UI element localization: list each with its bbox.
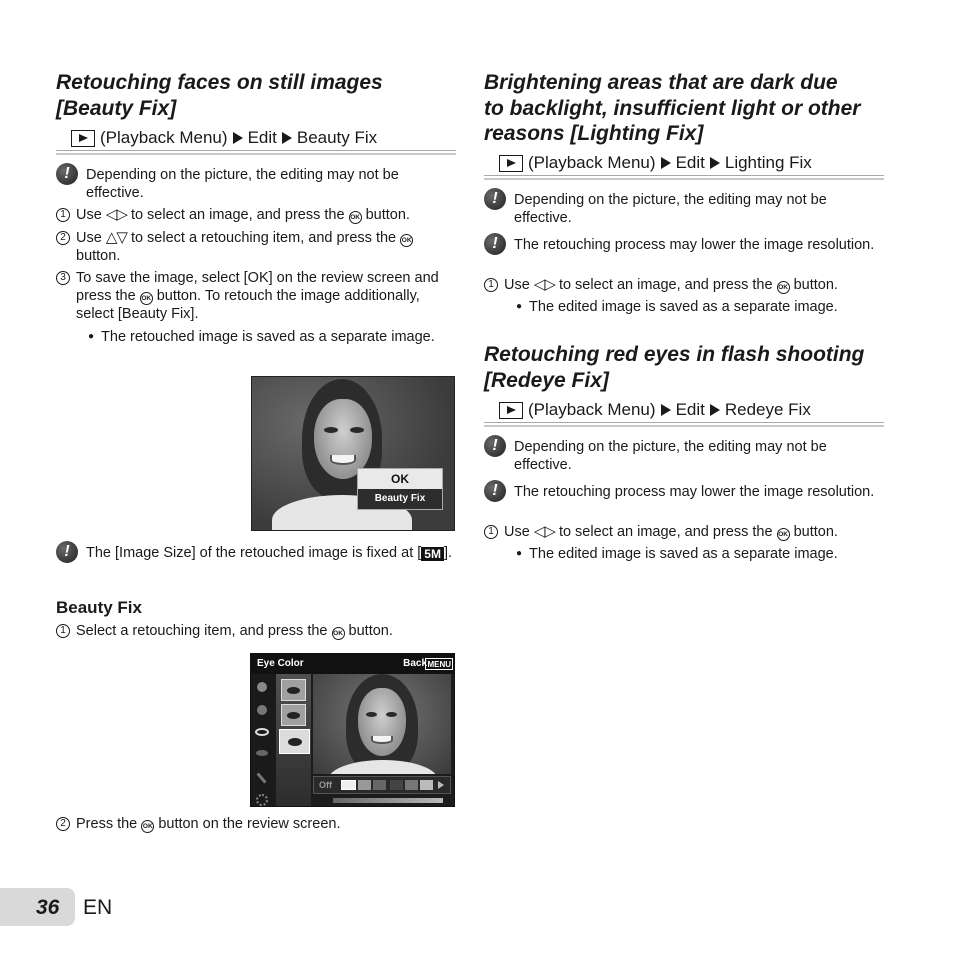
step-text-c: button. [348,623,393,639]
step-number: 1 [56,624,70,638]
step-number: 2 [56,231,70,245]
arrow-right-icon [282,132,292,144]
step-text-c: button. [793,524,838,540]
menu-playback-label: (Playback Menu) [528,400,656,419]
playback-icon [499,155,523,172]
divider [484,175,884,180]
note-text: Depending on the picture, the editing may not be effective. [86,167,399,201]
note-text: The [Image Size] of the retouched image is fixed at [ 5M ]. [86,545,453,561]
step-text-b: to select a retouching item, and press the [130,230,397,246]
step-text-c: button. [793,277,838,293]
retouch-overlay-menu [357,468,443,510]
step-1 [56,206,456,224]
step-text-a: Use [504,277,530,293]
slider-off-label: Off [319,780,332,790]
caution-note [484,438,884,474]
title-line: Brightening areas that are dark due [484,71,838,94]
title-line: Retouching faces on still images [56,71,383,94]
bullet-item [56,328,456,346]
menu-edit-label: Edit [675,153,705,172]
step-text-a: Select a retouching item, and press the [76,623,328,639]
menu-item-label: Beauty Fix [296,128,378,147]
title-line: [Redeye Fix] [484,368,609,392]
slider-right-arrow-icon[interactable] [438,781,444,789]
page-number: 36 [36,896,60,919]
bullet-text: ● The edited image is saved as a separate image. [529,546,838,562]
menu-edit-label: Edit [247,128,277,147]
language-label: EN [83,896,113,919]
eye-color-screen [250,653,455,807]
ok-button-icon: OK [140,292,153,305]
step-number: 1 [484,278,498,292]
brush-icon[interactable] [256,772,266,783]
eye-icon[interactable] [255,728,269,736]
caution-note [484,191,884,227]
ok-button-icon: OK [400,234,413,247]
arrow-right-icon [233,132,243,144]
bullet-text: ● The retouched image is saved as a separate image. [101,329,435,345]
step-text-a: Use [76,207,102,223]
ok-button-icon: OK [777,528,790,541]
menu-item-label: Redeye Fix [724,400,811,419]
arrow-right-icon [710,404,720,416]
title-line: Retouching red eyes in flash shooting [484,343,865,366]
slider-segment [373,780,386,790]
step-text [76,622,393,640]
caution-icon: ! [484,233,506,255]
menu-path-beauty-fix [56,128,456,155]
left-right-arrow-icon: ◁▷ [105,206,127,223]
step-text-b: to select an image, and press the [130,207,345,223]
step-3 [56,269,456,323]
overlay-ok-option[interactable]: OK [358,469,442,489]
step-number: 1 [484,525,498,539]
face-icon[interactable] [257,705,267,715]
eye-option-3-selected[interactable] [279,729,310,754]
menu-playback-label: (Playback Menu) [100,128,228,147]
step-text [504,523,838,541]
note-text: The retouching process may lower the image resolution. [514,237,875,253]
caution-note [484,483,884,502]
step-text-c: button. To retouch the image additionally, select [Beauty Fix]. [76,288,420,322]
step-text-b: to select an image, and press the [558,277,773,293]
screen-label: Eye Color [257,658,304,669]
step-number: 3 [56,271,70,285]
ok-button-icon: OK [349,211,362,224]
step-2 [56,229,456,265]
ok-button-icon: OK [332,627,345,640]
caution-icon: ! [56,163,78,185]
screen-back[interactable]: Back [403,658,427,669]
slider-segment [358,780,371,790]
playback-icon [71,130,95,147]
screen-header [251,654,455,674]
step-text-a: Use [76,230,102,246]
note-text: Depending on the picture, the editing may not be effective. [514,439,827,473]
step-number: 1 [56,208,70,222]
caution-icon: ! [484,435,506,457]
left-right-arrow-icon: ◁▷ [533,523,555,540]
note-text-a: The [Image Size] of the retouched image is fixed at [86,545,414,561]
ok-button-icon: OK [777,281,790,294]
retouch-item-list [251,674,275,807]
caution-icon: ! [56,541,78,563]
slider-segment [420,780,433,790]
beauty-fix-preview-image [251,376,455,531]
step-text-c: button. [365,207,410,223]
step-text-a: Press the [76,816,138,832]
step-text-a: To save the image, select [OK] on the review screen and press the [76,270,439,304]
caution-note [56,544,456,563]
slider-segment [341,780,356,790]
slider-segment [405,780,418,790]
slider-scale [333,798,443,803]
bullet-item [484,545,884,563]
menu-item-label: Lighting Fix [724,153,812,172]
step-number: 2 [56,817,70,831]
arrow-right-icon [661,157,671,169]
eye-option-column [276,674,311,807]
image-size-5m-icon: 5M [421,547,444,561]
lighting-step-1 [484,276,884,294]
step-text-a: Use [504,524,530,540]
divider [56,150,456,155]
title-line: reasons [Lighting Fix] [484,122,704,145]
slider-segment [390,780,403,790]
menu-button-icon: MENU [427,660,451,669]
playback-icon [499,402,523,419]
section-title-redeye-fix [484,342,884,393]
sub-step-1 [56,622,456,640]
step-text-c: button on the review screen. [158,816,341,832]
sub-step-2 [56,815,456,833]
arrow-right-icon [710,157,720,169]
section-title-beauty-fix [56,70,456,121]
step-text-c: button. [76,248,121,264]
bullet-text: ● The edited image is saved as a separate image. [529,299,838,315]
skin-icon[interactable] [257,682,267,692]
bullet-item [484,298,884,316]
menu-playback-label: (Playback Menu) [528,153,656,172]
ok-button-icon: OK [141,820,154,833]
caution-icon: ! [484,480,506,502]
eye-option-2[interactable] [281,704,306,726]
step-text [76,229,456,265]
note-text: Depending on the picture, the editing may not be effective. [514,192,827,226]
step-text-b: to select an image, and press the [558,524,773,540]
eye-color-slider[interactable] [313,776,451,794]
title-line: to backlight, insufficient light or other [484,96,861,120]
step-text [504,276,838,294]
arrow-right-icon [661,404,671,416]
menu-path-lighting-fix [484,153,884,180]
lips-icon[interactable] [256,750,268,756]
sparkle-icon[interactable] [256,794,268,806]
overlay-beauty-fix-option[interactable]: Beauty Fix [374,493,426,504]
left-right-arrow-icon: ◁▷ [533,276,555,293]
menu-edit-label: Edit [675,400,705,419]
step-text [76,269,456,323]
caution-note [56,166,456,202]
section-title-lighting-fix [484,70,884,147]
redeye-step-1 [484,523,884,541]
step-text [76,206,410,224]
eye-option-1[interactable] [281,679,306,701]
divider [484,422,884,427]
up-down-arrow-icon: △▽ [105,229,127,246]
caution-note [484,236,884,255]
title-line: [Beauty Fix] [56,96,177,120]
menu-path-redeye-fix [484,400,884,427]
caution-icon: ! [484,188,506,210]
step-text [76,815,340,833]
subheading-beauty-fix: Beauty Fix [56,598,142,617]
note-text: The retouching process may lower the image resolution. [514,484,875,500]
eye-color-preview [313,674,451,774]
